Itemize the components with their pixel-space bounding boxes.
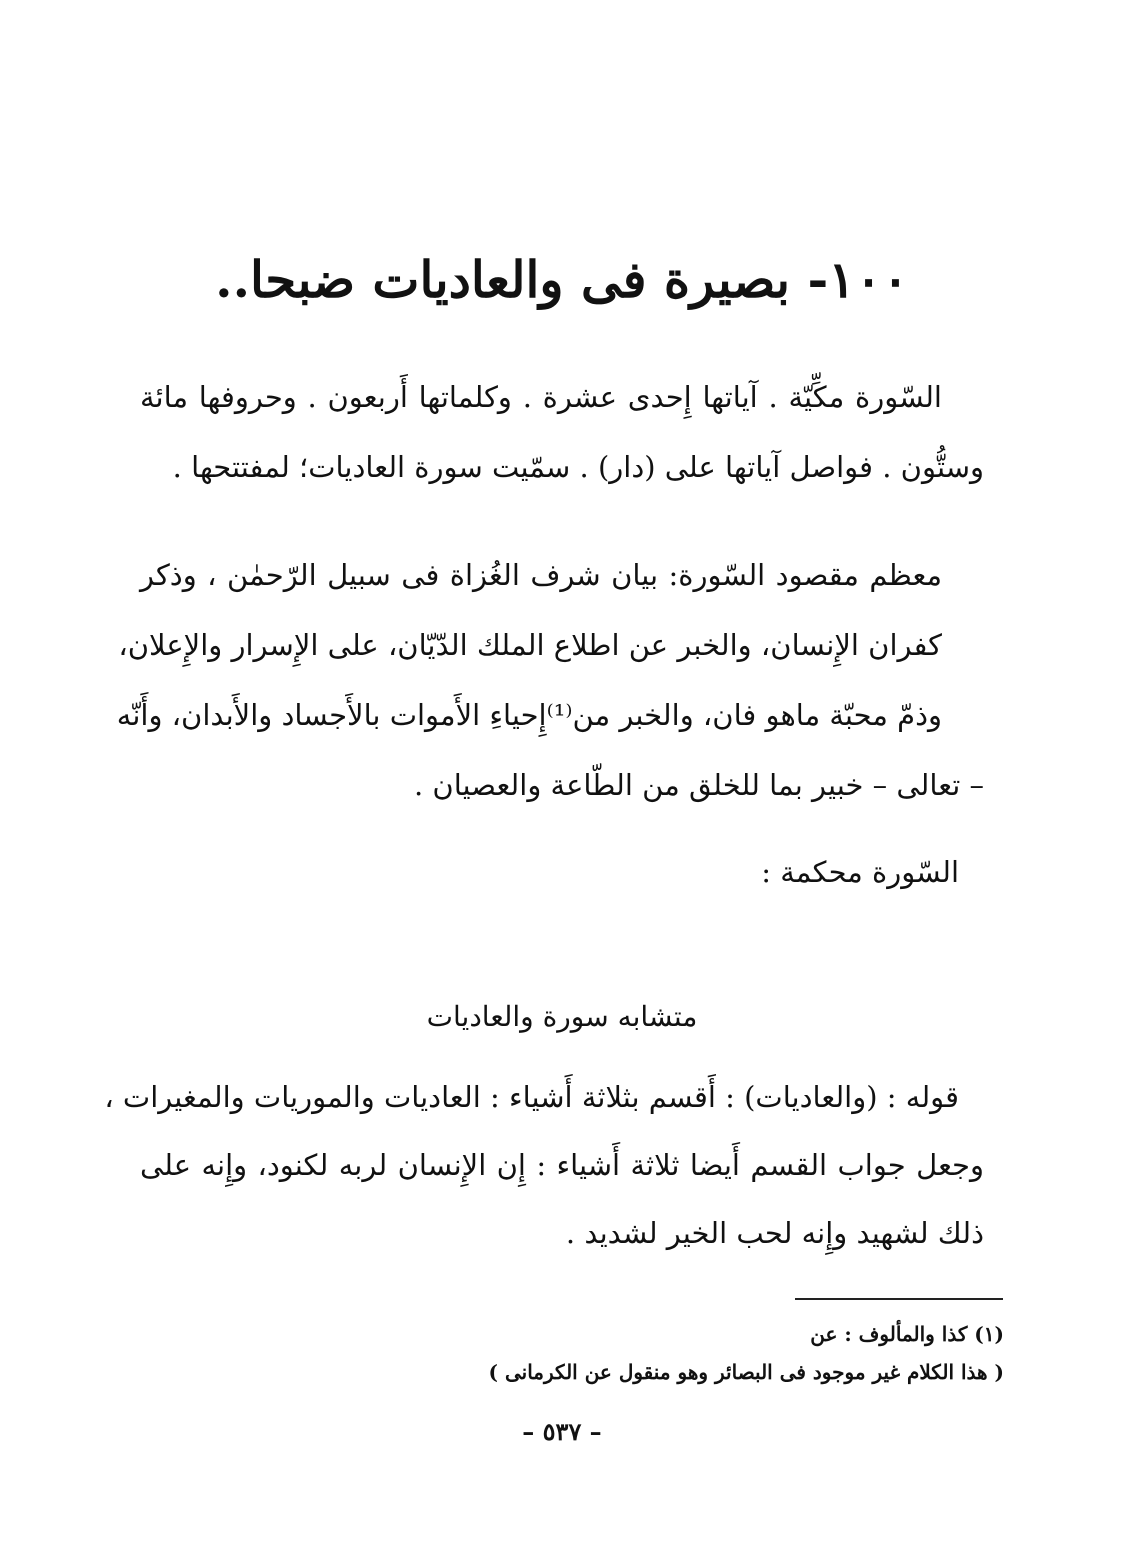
intro-line-1: السّورة مكِّيّة . آياتها إِحدى عشرة . وكلماتها أَربعون . وحروفها مائة bbox=[140, 380, 942, 414]
footnote-divider bbox=[795, 1298, 1003, 1300]
analysis-line-3: ذلك لشهيد وإِنه لحب الخير لشديد . bbox=[565, 1216, 984, 1250]
footnote-line-2: ( هذا الكلام غير موجود فى البصائر وهو منقول عن الكرمانى ) bbox=[488, 1360, 1004, 1384]
surah-status: السّورة محكمة : bbox=[761, 855, 959, 889]
analysis-line-2: وجعل جواب القسم أَيضا ثلاثة أَشياء : إِن الإِنسان لربه لكنود، وإِنه على bbox=[140, 1148, 984, 1182]
purpose-line-3: وذمّ محبّة ماهو فان، والخبر من⁽¹⁾إِحياءِ الأَموات بالأَجساد والأَبدان، وأَنّه bbox=[116, 698, 942, 732]
section-heading: متشابه سورة والعاديات bbox=[426, 1000, 698, 1033]
analysis-line-1: قوله : (والعاديات) : أَقسم بثلاثة أَشياء : العاديات والموريات والمغيرات ، bbox=[104, 1080, 959, 1114]
page-number: – ٥٣٧ – bbox=[522, 1417, 602, 1446]
purpose-line-4: – تعالى – خبير بما للخلق من الطّاعة والعصيان . bbox=[413, 768, 984, 802]
purpose-line-2: كفران الإِنسان، والخبر عن اطلاع الملك الدّيّان، على الإِسرار والإِعلان، bbox=[118, 628, 942, 662]
footnote-line-1: (١) كذا والمألوف : عن bbox=[810, 1322, 1004, 1346]
chapter-title: ١٠٠- بصيرة فى والعاديات ضبحا.. bbox=[215, 250, 909, 309]
purpose-line-1: معظم مقصود السّورة: بيان شرف الغُزاة فى سبيل الرّحمٰن ، وذكر bbox=[140, 558, 942, 592]
intro-line-2: وستُّون . فواصل آياتها على (دار) . سمّيت سورة العاديات؛ لمفتتحها . bbox=[172, 450, 984, 484]
